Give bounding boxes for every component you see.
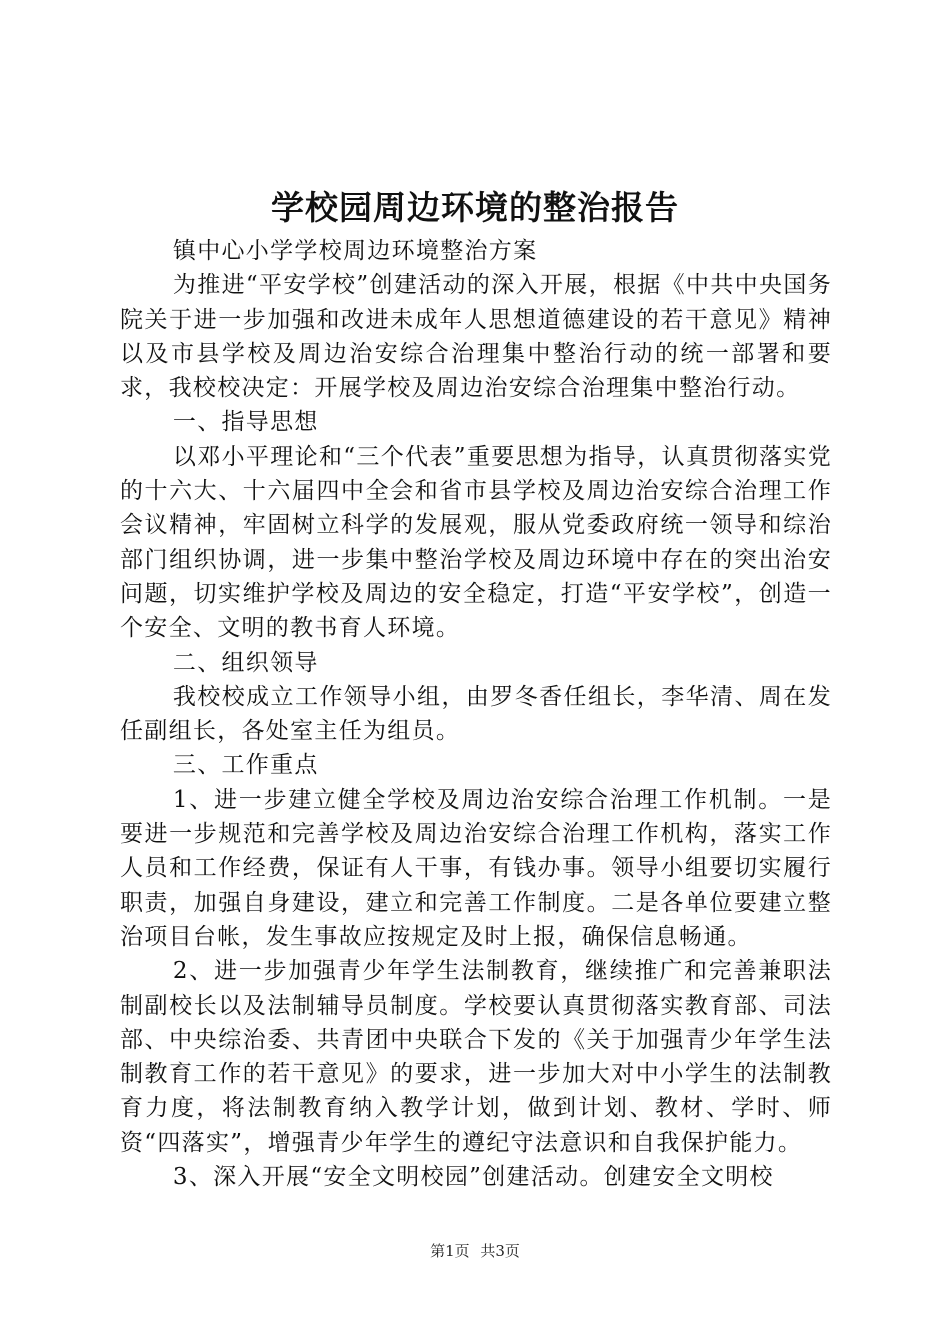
document-body <box>120 234 832 1194</box>
subtitle-paragraph: 镇中心小学学校周边环境整治方案 <box>172 238 538 264</box>
section-heading: 一、指导思想 <box>172 409 319 436</box>
page-count: 共3页 <box>480 1242 520 1260</box>
body-paragraph: 3、深入开展“安全文明校园”创建活动。创建安全文明校 <box>172 1164 774 1191</box>
section-heading: 三、工作重点 <box>172 752 319 779</box>
section-heading: 二、组织领导 <box>172 649 319 676</box>
document-title: 学校园周边环境的整治报告 <box>271 188 679 227</box>
page-number: 第1页 <box>430 1242 470 1260</box>
body-paragraph: 1、进一步建立健全学校及周边治安综合治理工作机制。一是要进一步规范和完善学校及周边治安综合治理工作机构，落实工作人员和工作经费，保证有人干事，有钱办事。领导小组要切实履行职责，加强自身建设，建立和完善工作制度。二是各单位要建立整治项目台帐，发生事故应按规定及时上报，确保信息畅通。 <box>120 786 832 950</box>
body-paragraph: 以邓小平理论和“三个代表”重要思想为指导，认真贯彻落实党的十六大、十六届四中全会和省市县学校及周边治安综合治理工作会议精神，牢固树立科学的发展观，服从党委政府统一领导和综治部门组织协调，进一步集中整治学校及周边环境中存在的突出治安问题，切实维护学校及周边的安全稳定，打造“平安学校”，创造一个安全、文明的教书育人环境。 <box>120 443 832 642</box>
body-paragraph: 2、进一步加强青少年学生法制教育，继续推广和完善兼职法制副校长以及法制辅导员制度。学校要认真贯彻落实教育部、司法部、中央综治委、共青团中央联合下发的《关于加强青少年学生法制教育工作的若干意见》的要求，进一步加大对中小学生的法制教育力度，将法制教育纳入教学计划，做到计划、教材、学时、师资“四落实”，增强青少年学生的遵纪守法意识和自我保护能力。 <box>120 958 832 1156</box>
body-paragraph: 我校校成立工作领导小组，由罗冬香任组长，李华清、周在发任副组长，各处室主任为组员。 <box>120 683 832 745</box>
intro-paragraph: 为推进“平安学校”创建活动的深入开展，根据《中共中央国务院关于进一步加强和改进未成年人思想道德建设的若干意见》精神以及市县学校及周边治安综合治理集中整治行动的统一部署和要求，我校校决定：开展学校及周边治安综合治理集中整治行动。 <box>120 272 832 402</box>
page-footer <box>0 1241 950 1261</box>
